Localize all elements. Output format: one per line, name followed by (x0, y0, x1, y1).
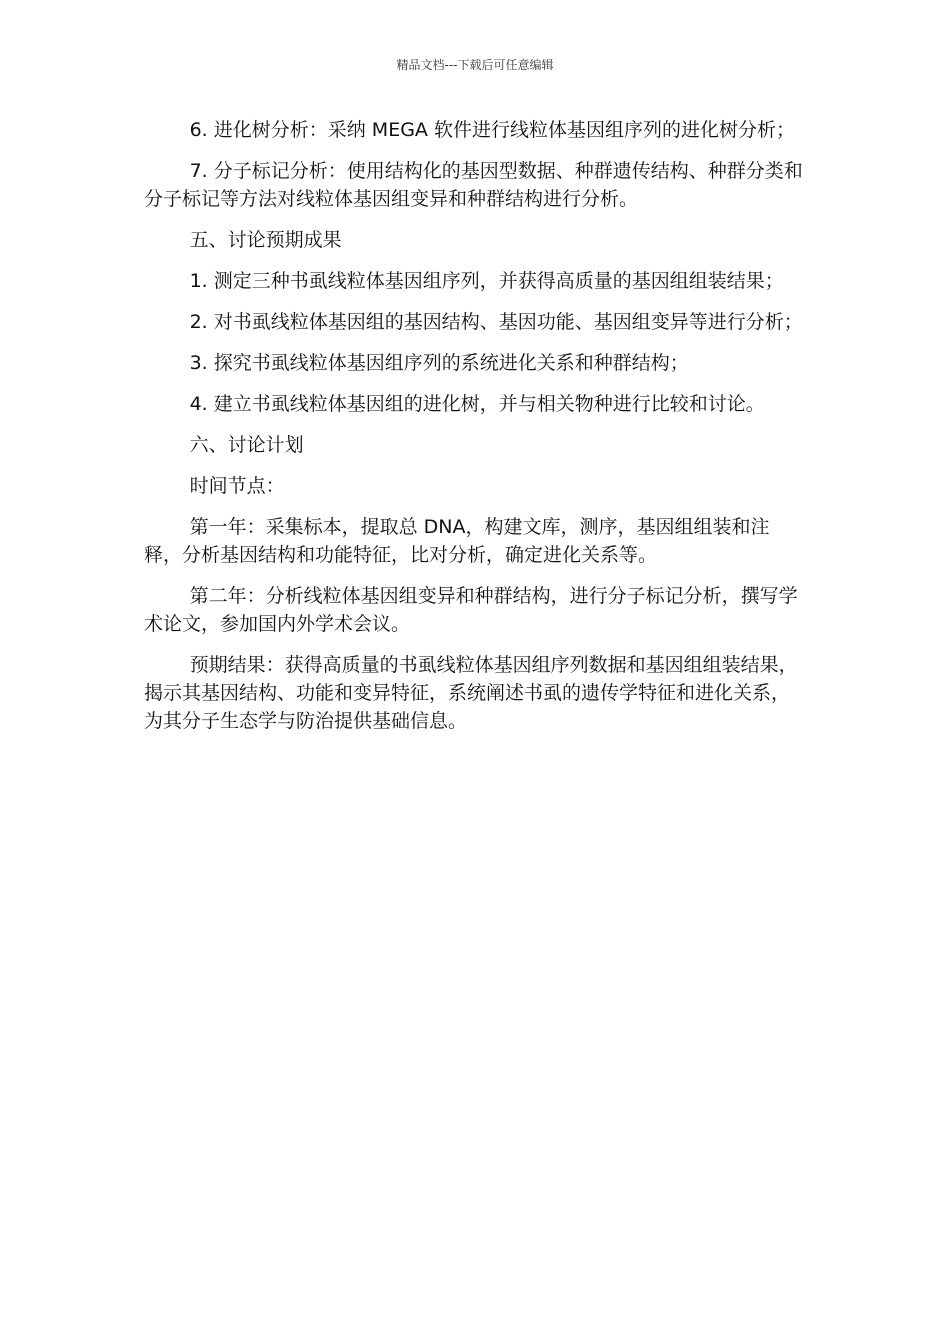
page-header: 精品文档---下载后可任意编辑 (396, 58, 554, 72)
paragraph-result-1: 1. 测定三种书虱线粒体基因组序列，并获得高质量的基因组组装结果； (189, 270, 784, 292)
paragraph-phylogenetic-analysis: 6. 进化树分析：采纳 MEGA 软件进行线粒体基因组序列的进化树分析； (189, 119, 795, 141)
section-heading-expected-results: 五、讨论预期成果 (189, 229, 342, 251)
document-body (144, 116, 806, 748)
paragraph-year-one: 第一年：采集标本，提取总 DNA，构建文库，测序，基因组组装和注释，分析基因结构和功能特征，比对分析，确定进化关系等。 (144, 516, 770, 566)
paragraph-result-4: 4. 建立书虱线粒体基因组的进化树，并与相关物种进行比较和讨论。 (189, 393, 765, 415)
paragraph-year-two: 第二年：分析线粒体基因组变异和种群结构，进行分子标记分析，撰写学术论文，参加国内外学术会议。 (144, 585, 798, 635)
paragraph-expected-outcome: 预期结果：获得高质量的书虱线粒体基因组序列数据和基因组组装结果，揭示其基因结构、功能和变异特征，系统阐述书虱的遗传学特征和进化关系，为其分子生态学与防治提供基础信息。 (144, 654, 798, 732)
paragraph-timeline-label: 时间节点： (189, 475, 285, 497)
paragraph-result-3: 3. 探究书虱线粒体基因组序列的系统进化关系和种群结构； (189, 352, 689, 374)
section-heading-research-plan: 六、讨论计划 (189, 434, 304, 456)
paragraph-result-2: 2. 对书虱线粒体基因组的基因结构、基因功能、基因组变异等进行分析； (189, 311, 803, 333)
paragraph-molecular-marker-analysis: 7. 分子标记分析：使用结构化的基因型数据、种群遗传结构、种群分类和分子标记等方法对线粒体基因组变异和种群结构进行分析。 (144, 160, 803, 210)
